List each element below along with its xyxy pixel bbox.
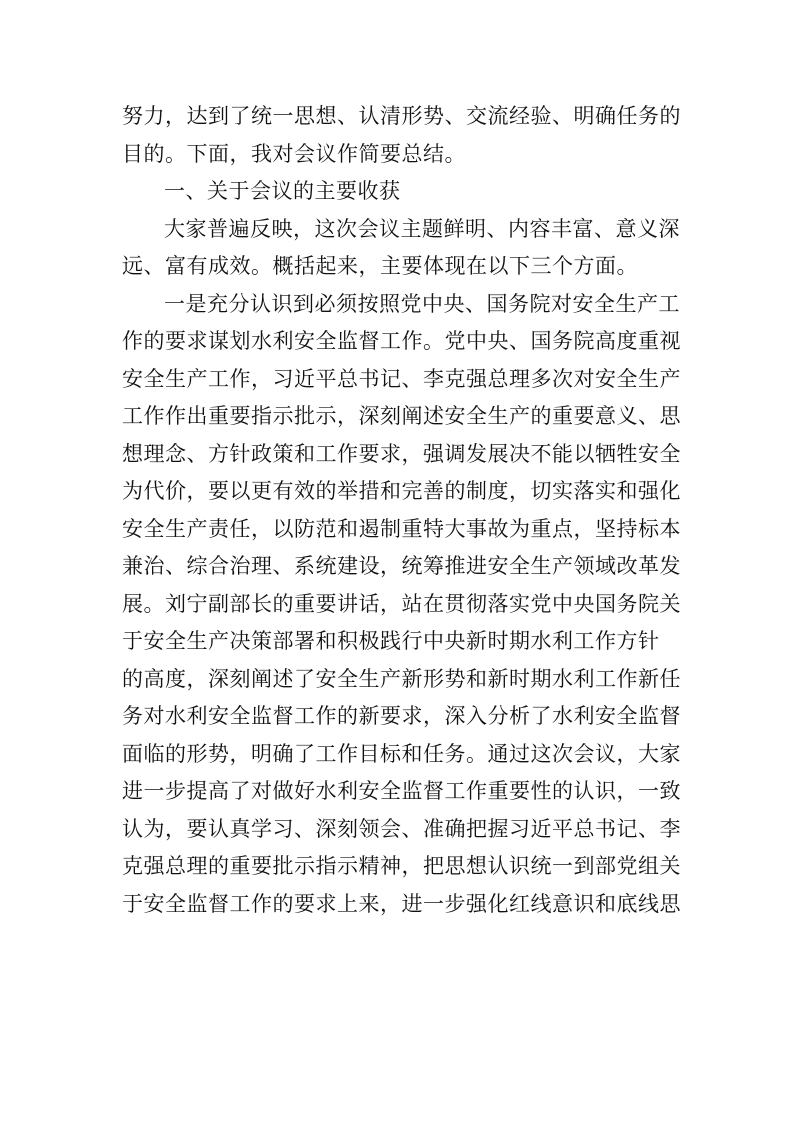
text-line: 展。刘宁副部长的重要讲话，站在贯彻落实党中央国务院关 [122, 591, 681, 616]
text-line: 面临的形势，明确了工作目标和任务。通过这次会议，大家 [122, 741, 681, 766]
text-line: 于安全监督工作的要求上来，进一步强化红线意识和底线思 [122, 891, 681, 916]
text-line: 努力，达到了统一思想、认清形势、交流经验、明确任务的 [122, 104, 681, 128]
document-body [122, 98, 681, 923]
text-line: 进一步提高了对做好水利安全监督工作重要性的认识，一致 [122, 779, 681, 803]
text-line: 大家普遍反映，这次会议主题鲜明、内容丰富、意义深 [164, 216, 680, 241]
text-line: 一是充分认识到必须按照党中央、国务院对安全生产工 [164, 291, 680, 316]
text-line: 想理念、方针政策和工作要求，强调发展决不能以牺牲安全 [122, 441, 681, 466]
text-line: 认为，要认真学习、深刻领会、准确把握习近平总书记、李 [122, 816, 681, 841]
text-line: 作的要求谋划水利安全监督工作。党中央、国务院高度重视 [122, 329, 681, 353]
text-line: 克强总理的重要批示指示精神，把思想认识统一到部党组关 [122, 854, 681, 878]
text-line: 务对水利安全监督工作的新要求，深入分析了水利安全监督 [122, 704, 681, 728]
text-line: 目的。下面，我对会议作简要总结。 [122, 141, 466, 166]
text-line: 为代价，要以更有效的举措和完善的制度，切实落实和强化 [122, 479, 681, 503]
text-line: 远、富有成效。概括起来，主要体现在以下三个方面。 [122, 254, 638, 278]
section-heading: 一、关于会议的主要收获 [164, 179, 401, 203]
text-line: 兼治、综合治理、系统建设，统筹推进安全生产领域改革发 [122, 554, 681, 578]
text-line: 工作作出重要指示批示，深刻阐述安全生产的重要意义、思 [122, 404, 681, 428]
text-line: 安全生产工作，习近平总书记、李克强总理多次对安全生产 [122, 366, 681, 391]
text-line: 的高度，深刻阐述了安全生产新形势和新时期水利工作新任 [122, 666, 681, 691]
text-line: 于安全生产决策部署和积极践行中央新时期水利工作方针 [122, 629, 660, 653]
text-line: 安全生产责任，以防范和遏制重特大事故为重点，坚持标本 [122, 516, 681, 541]
